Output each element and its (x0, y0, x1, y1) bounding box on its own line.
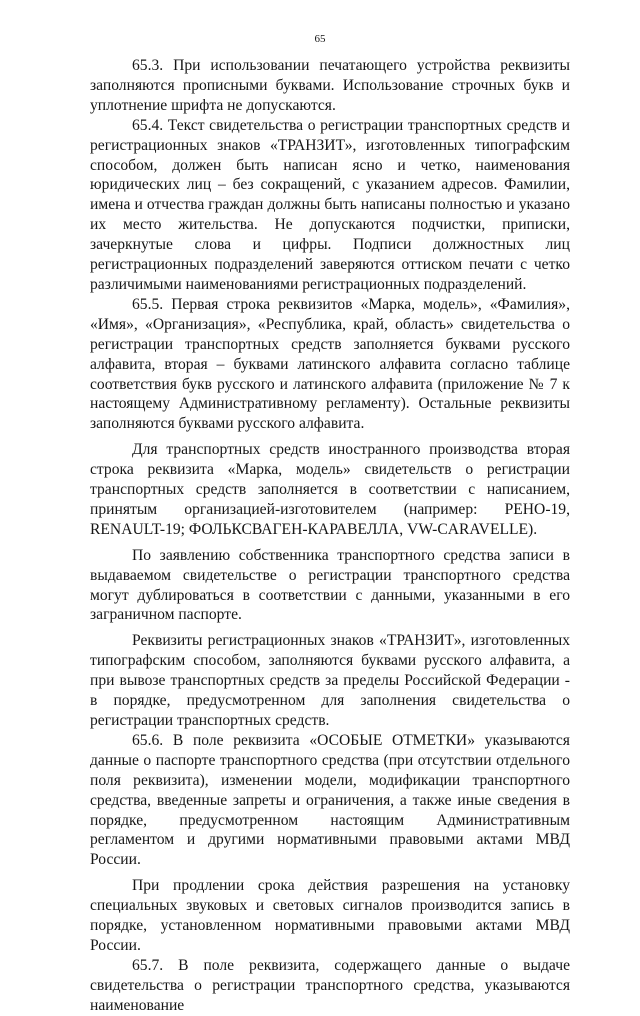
paragraph-65-6: 65.6. В поле реквизита «ОСОБЫЕ ОТМЕТКИ» указываются данные о паспорте транспортного средства (при отсутствии отдельного поля реквизита), изменении модели, модификации транспортного средства, введенные запреты и ограничения, а также иные сведения в порядке, предусмотренном настоящим Административным регламентом и другими нормативными правовыми актами МВД России. (90, 731, 570, 869)
paragraph-65-3: 65.3. При использовании печатающего устройства реквизиты заполняются прописными буквами. Использование строчных букв и уплотнение шрифта не допускаются. (90, 57, 570, 114)
paragraph-65-7: 65.7. В поле реквизита, содержащего данные о выдаче свидетельства о регистрации транспортного средства, указываются наименование (90, 956, 570, 1014)
paragraph-65-4: 65.4. Текст свидетельства о регистрации транспортных средств и регистрационных знаков «ТРАНЗИТ», изготовленных типографским способом, должен быть написан ясно и четко, наименования юридических лиц – без сокращений, с указанием адресов. Фамилии, имена и отчества граждан должны быть написаны полностью и указано их место жительства. Не допускаются подчистки, приписки, зачеркнутые слова и цифры. Подписи должностных лиц регистрационных подразделений заверяются оттиском печати с четко различимыми наименованиями регистрационных подразделений. (90, 116, 570, 293)
paragraph-transit-plates: Реквизиты регистрационных знаков «ТРАНЗИТ», изготовленных типографским способом, заполняются буквами русского алфавита, а при вывозе транспортных средств за пределы Российской Федерации - в порядке, предусмотренном для заполнения свидетельства о регистрации транспортных средств. (90, 632, 570, 729)
document-body (90, 56, 570, 1016)
paragraph-signal-permit: При продлении срока действия разрешения на установку специальных звуковых и световых сигналов производится запись в порядке, установленном нормативными правовыми актами МВД России. (90, 877, 570, 954)
paragraph-owner-request: По заявлению собственника транспортного средства записи в выдаваемом свидетельстве о регистрации транспортного средства могут дублироваться в соответствии с данными, указанными в его заграничном паспорте. (90, 546, 570, 624)
page-number: 65 (314, 33, 326, 45)
paragraph-65-5: 65.5. Первая строка реквизитов «Марка, модель», «Фамилия», «Имя», «Организация», «Республика, край, область» свидетельства о регистрации транспортных средств заполняется буквами русского алфавита, вторая – буквами латинского алфавита согласно таблице соответствия букв русского и латинского алфавита (приложение № 7 к настоящему Административному регламенту). Остальные реквизиты заполняются буквами русского алфавита. (90, 295, 570, 433)
paragraph-foreign-vehicles: Для транспортных средств иностранного производства вторая строка реквизита «Марка, модель» свидетельств о регистрации транспортных средств заполняется в соответствии с написанием, принятым организацией-изготовителем (например: РЕНО-19, RENAULT-19; ФОЛЬКСВАГЕН-КАРАВЕЛЛА, VW-CARAVELLE). (90, 441, 570, 538)
